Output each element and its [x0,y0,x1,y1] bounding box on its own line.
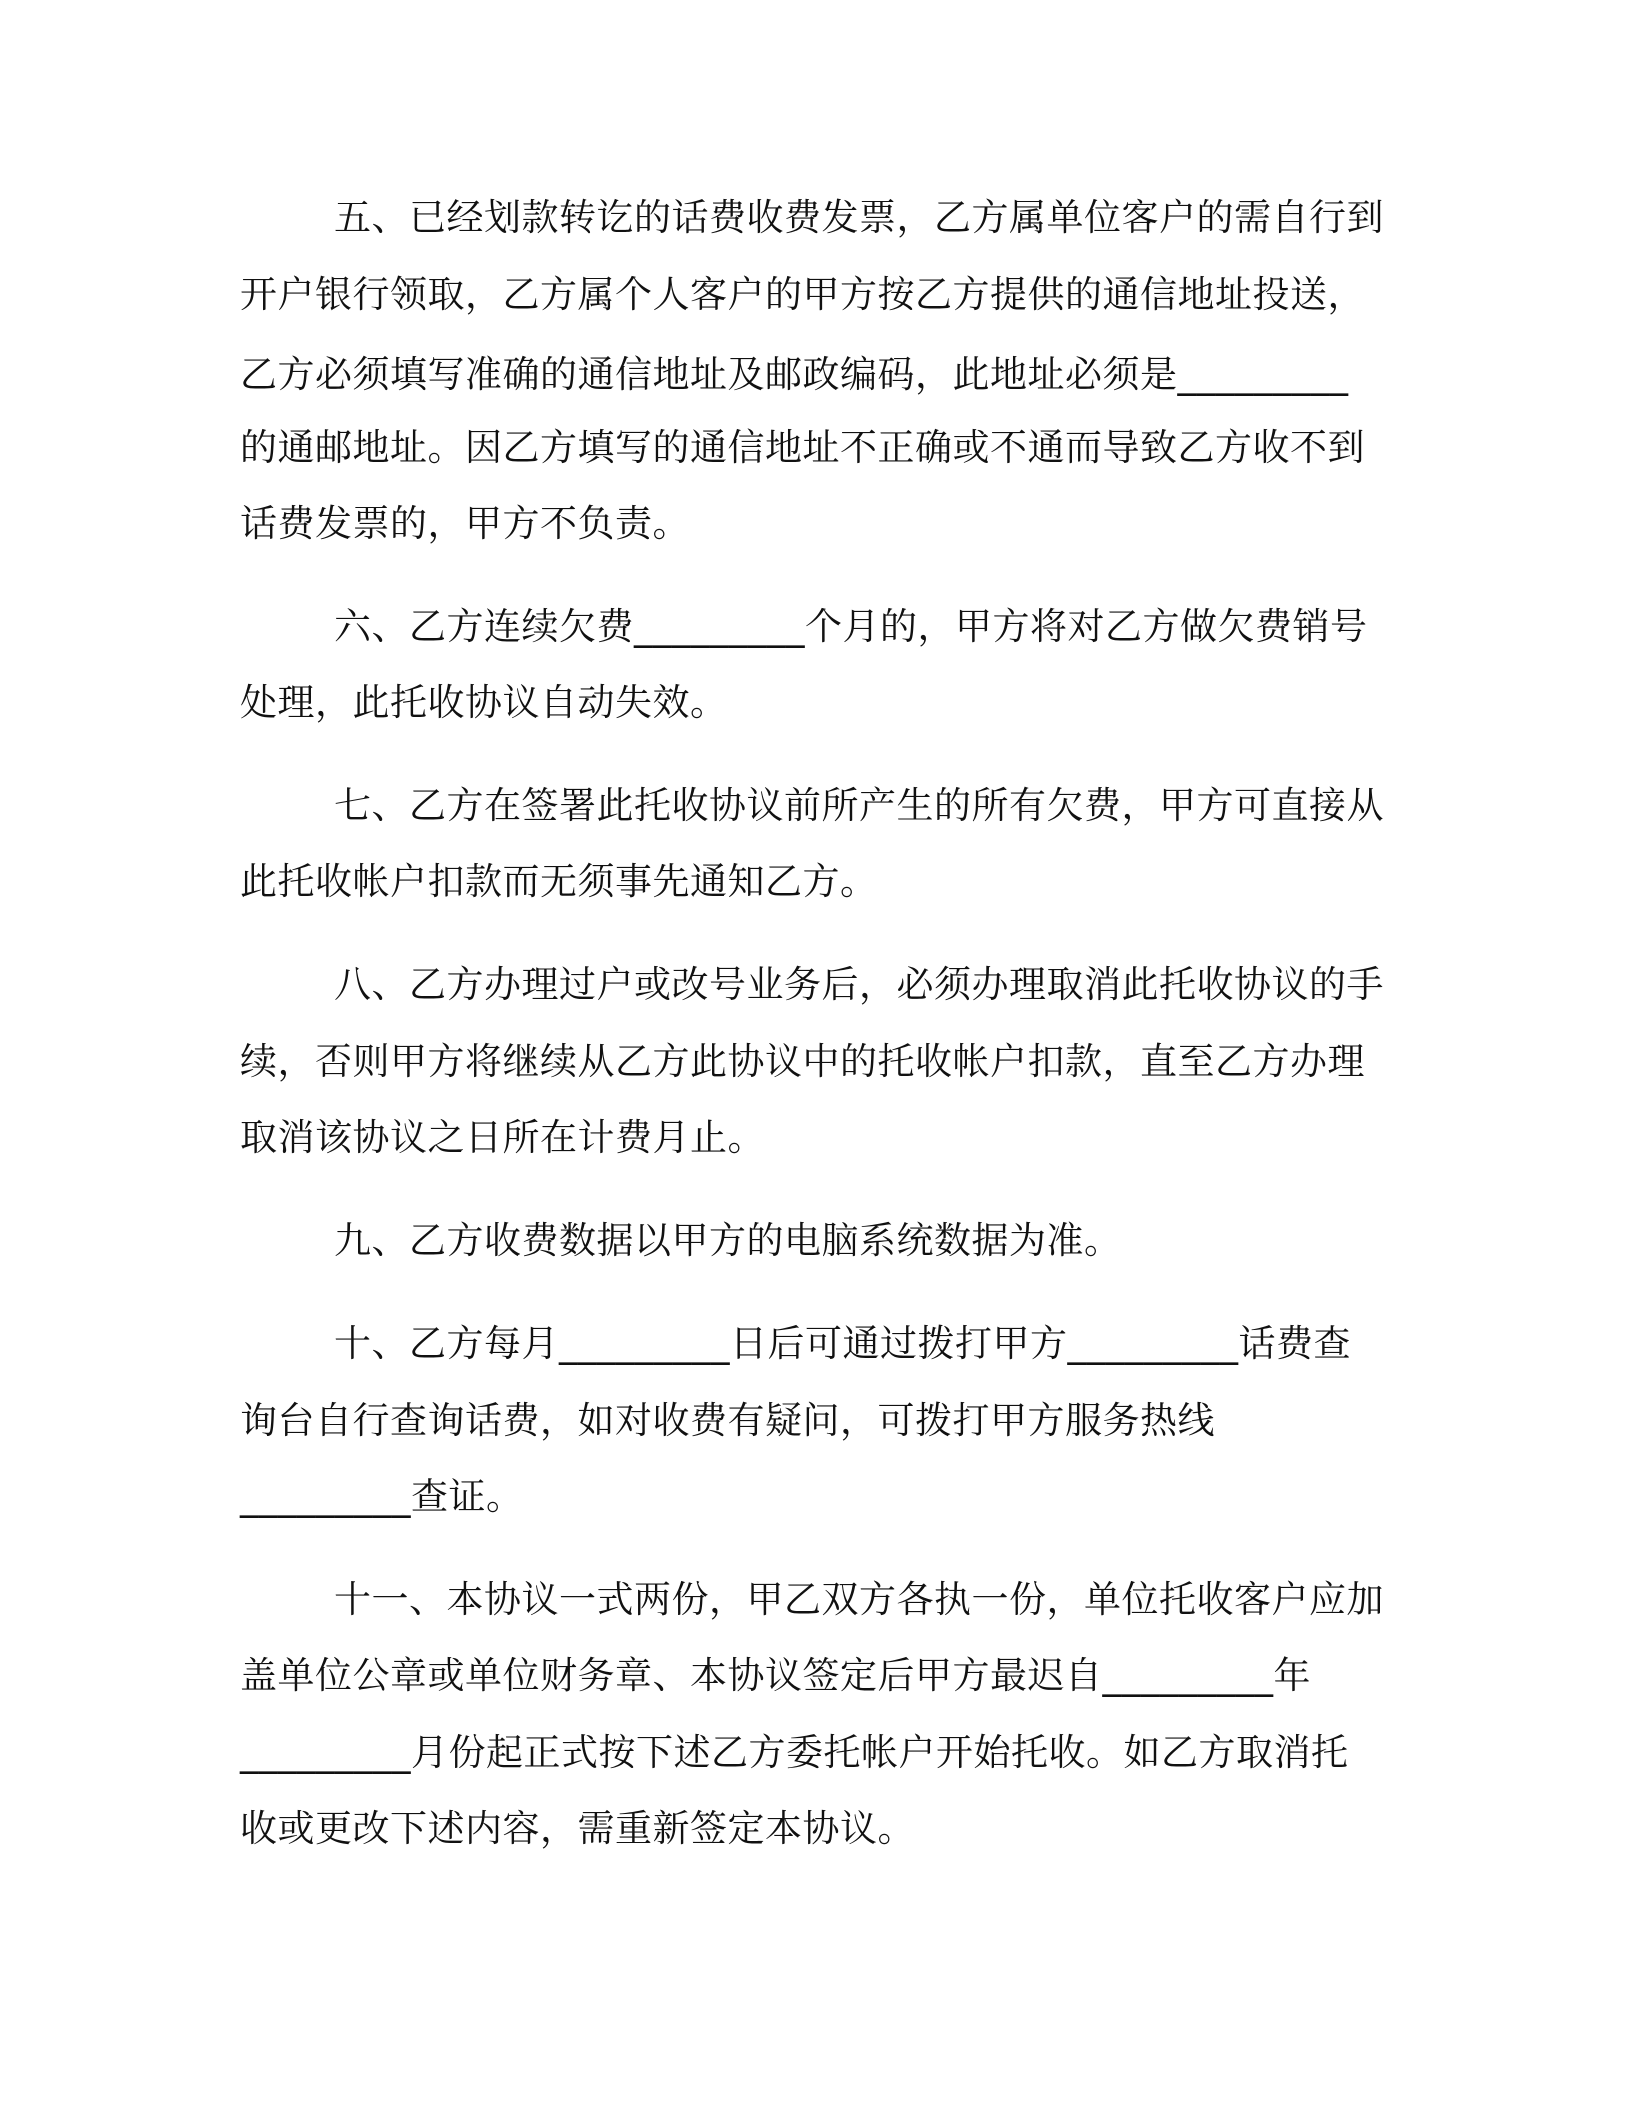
paragraph-10-line-3: _________查证。 [240,1475,524,1518]
paragraph-7-line-1: 七、乙方在签署此托收协议前所产生的所有欠费，甲方可直接从 [334,784,1384,827]
paragraph-10-line-1: 十、乙方每月_________日后可通过拨打甲方_________话费查 [334,1322,1351,1365]
paragraph-11-line-2: 盖单位公章或单位财务章、本协议签定后甲方最迟自_________年 [240,1654,1311,1697]
paragraph-7-line-2: 此托收帐户扣款而无须事先通知乙方。 [240,860,878,903]
paragraph-10-line-2: 询台自行查询话费，如对收费有疑问，可拨打甲方服务热线 [240,1399,1215,1442]
paragraph-6-line-1: 六、乙方连续欠费_________个月的，甲方将对乙方做欠费销号 [334,605,1368,648]
paragraph-11-line-3: _________月份起正式按下述乙方委托帐户开始托收。如乙方取消托 [240,1731,1349,1774]
paragraph-5-line-1: 五、已经划款转讫的话费收费发票，乙方属单位客户的需自行到 [334,196,1384,239]
paragraph-6-line-2: 处理，此托收协议自动失效。 [240,681,728,724]
paragraph-11-line-1: 十一、本协议一式两份，甲乙双方各执一份，单位托收客户应加 [334,1578,1384,1621]
paragraph-8-line-3: 取消该协议之日所在计费月止。 [240,1116,765,1159]
paragraph-9-line-1: 九、乙方收费数据以甲方的电脑系统数据为准。 [334,1219,1122,1262]
paragraph-11-line-4: 收或更改下述内容，需重新签定本协议。 [240,1807,915,1850]
paragraph-8-line-2: 续，否则甲方将继续从乙方此协议中的托收帐户扣款，直至乙方办理 [240,1040,1365,1083]
paragraph-5-line-2: 开户银行领取，乙方属个人客户的甲方按乙方提供的通信地址投送， [240,273,1365,316]
paragraph-5-line-4: 的通邮地址。因乙方填写的通信地址不正确或不通而导致乙方收不到 [240,426,1365,469]
paragraph-8-line-1: 八、乙方办理过户或改号业务后，必须办理取消此托收协议的手 [334,963,1384,1006]
paragraph-5-line-5: 话费发票的，甲方不负责。 [240,502,690,545]
paragraph-5-line-3: 乙方必须填写准确的通信地址及邮政编码，此地址必须是_________ [240,353,1349,396]
